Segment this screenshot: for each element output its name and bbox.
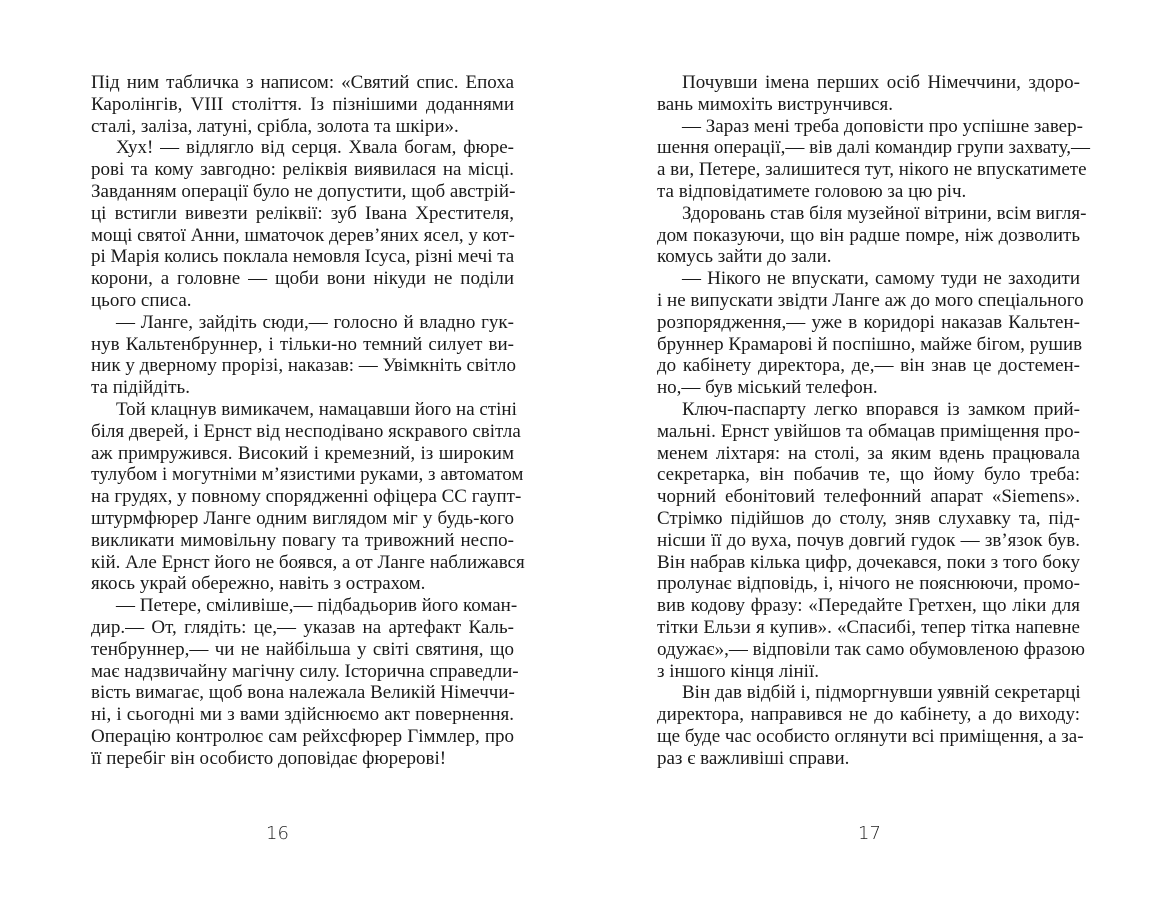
text-line: рі Марія колись поклала немовля Ісуса, різні мечі та [91, 246, 515, 268]
text-line: Той клацнув вимикачем, намацавши його на стіні [116, 398, 517, 420]
text-line: Під ним табличка з написом: «Святий спис. Епоха [91, 72, 514, 93]
text-line: та підійдіть. [91, 377, 190, 399]
text-line: та відповідатимете головою за цю річ. [657, 180, 967, 202]
text-line: ник у дверному прорізі, наказав: — Увімкніть світло [91, 355, 516, 377]
paragraph [91, 72, 514, 137]
text-line: корони, а головне — щоби вони нікуди не поділи [91, 268, 514, 290]
paragraph [91, 312, 514, 399]
text-line: Стрімко підійшов до столу, зняв слухавку та, під- [657, 507, 1080, 529]
text-line: комусь зайти до зали. [657, 246, 832, 268]
text-line: чорний ебонітовий телефонний апарат «Siemens». [657, 486, 1080, 508]
text-line: рові та кому завгодно: реліквія виявилася на місці. [91, 159, 514, 181]
left-page-text [91, 72, 525, 770]
text-line: вань мимохіть виструнчився. [657, 93, 894, 115]
paragraph [91, 398, 525, 595]
text-line: ці встигли вивезти реліквії: зуб Івана Хрестителя, [91, 202, 514, 224]
text-line: Хух! — відлягло від серця. Хвала богам, фюре- [116, 137, 514, 159]
text-line: нув Кальтенбруннер, і тільки-но темний силует ви- [91, 333, 514, 355]
text-line: на грудях, у повному спорядженні офіцера СС гаупт- [91, 486, 522, 508]
text-line: сталі, заліза, латуні, срібла, золота та шкіри». [91, 115, 459, 137]
paragraph [657, 115, 1091, 203]
text-line: — Нікого не впускати, самому туди не заходити [682, 268, 1080, 290]
paragraph [91, 137, 514, 311]
paragraph [657, 202, 1087, 268]
text-line: одужає»,— відповіли так само обумовленою фразою [657, 638, 1085, 660]
text-line: нісши її до вуха, почув довгий гудок — зв’язок був. [657, 529, 1080, 551]
text-line: но,— був міський телефон. [657, 377, 878, 399]
page-number-left: 16 [266, 823, 289, 844]
text-line: дом показуючи, що він радше помре, ніж дозволить [657, 224, 1080, 246]
page-number-right: 17 [858, 823, 881, 844]
text-line: її перебіг він особисто доповідає фюрерові! [91, 747, 447, 769]
text-line: ще буде час особисто оглянути всі приміщення, а за- [657, 725, 1084, 747]
text-line: дир.— От, глядіть: це,— указав на артефакт Каль- [91, 616, 514, 638]
right-page-text [657, 72, 1091, 770]
text-line: біля дверей, і Ернст від несподівано яскравого світла [91, 420, 521, 442]
text-line: аж примружився. Високий і кремезний, із широким [91, 442, 514, 464]
text-line: менем ліхтаря: на столі, за яким вдень працювала [657, 442, 1080, 464]
text-line: мощі святої Анни, шматочок дерев’яних ясел, у кот- [91, 224, 515, 246]
text-line: Ключ-паспарту легко впорався із замком прий- [682, 398, 1080, 420]
text-line: раз є важливіші справи. [657, 747, 850, 769]
text-line: штурмфюрер Ланге одним виглядом міг у будь-кого [91, 507, 514, 529]
paragraph [657, 682, 1084, 769]
text-line: мальні. Ернст увійшов та обмацав приміщення про- [657, 420, 1080, 442]
text-line: Завданням операції було не допустити, щоб австрій- [91, 180, 516, 202]
text-line: секретарка, він побачив те, що йому було треба: [657, 464, 1080, 486]
text-line: Він дав відбій і, підморгнувши уявній секретарці [682, 682, 1081, 704]
text-line: якось украй обережно, навіть з острахом. [91, 573, 426, 595]
text-line: викликати мимовільну повагу та тривожний неспо- [91, 529, 514, 551]
text-line: має надзвичайну магічну силу. Історична справедли- [91, 660, 519, 682]
text-line: розпорядження,— уже в коридорі наказав Кальтен- [657, 311, 1080, 333]
text-line: Операцію контролює сам рейхсфюрер Гіммлер, про [91, 725, 514, 747]
text-line: кій. Але Ернст його не боявся, а от Ланге наближався [91, 551, 525, 573]
text-line: — Ланге, зайдіть сюди,— голосно й владно гук- [116, 311, 514, 333]
text-line: пролунає відповідь, і, нічого не пояснюючи, промо- [657, 573, 1080, 595]
text-line: ні, і сьогодні ми з вами здійснюємо акт повернення. [91, 704, 514, 726]
text-line: — Зараз мені треба доповісти про успішне завер- [682, 115, 1083, 137]
text-line: Почувши імена перших осіб Німеччини, здоро- [682, 72, 1080, 93]
text-line: тулубом і могутніми м’язистими руками, з автоматом [91, 464, 524, 486]
paragraph [657, 72, 1080, 116]
text-line: з іншого кінця лінії. [657, 660, 819, 682]
text-line: тітки Ельзи я купив». «Спасибі, тепер тітка напевне [657, 616, 1080, 638]
text-line: Каролінгів, VIII століття. Із пізнішими доданнями [91, 93, 514, 115]
text-line: шення операції,— вів далі командир групи захвату,— [657, 137, 1091, 159]
paragraph [657, 398, 1085, 682]
text-line: Він набрав кілька цифр, дочекався, поки з того боку [657, 551, 1080, 573]
text-line: тенбруннер,— чи не найбільша у світі святиня, що [91, 638, 514, 660]
text-line: а ви, Петере, залишитеся тут, нікого не впускатимете [657, 159, 1087, 181]
text-line: до кабінету директора, де,— він знав це достемен- [657, 355, 1080, 377]
text-line: і не випускати звідти Ланге аж до мого спеціального [657, 289, 1084, 311]
paragraph [91, 595, 519, 769]
text-line: бруннер Крамарові й поспішно, майже бігом, рушив [657, 333, 1083, 355]
text-line: цього списа. [91, 289, 192, 311]
text-line: Здоровань став біля музейної вітрини, всім вигля- [682, 202, 1087, 224]
text-line: вість вимагає, щоб вона належала Великій Німеччи- [91, 682, 515, 704]
paragraph [657, 268, 1084, 399]
text-line: вив кодову фразу: «Передайте Гретхен, що ліки для [657, 595, 1080, 617]
text-line: — Петере, сміливіше,— підбадьорив його коман- [116, 595, 518, 617]
text-line: директора, направився не до кабінету, а до виходу: [657, 704, 1080, 726]
